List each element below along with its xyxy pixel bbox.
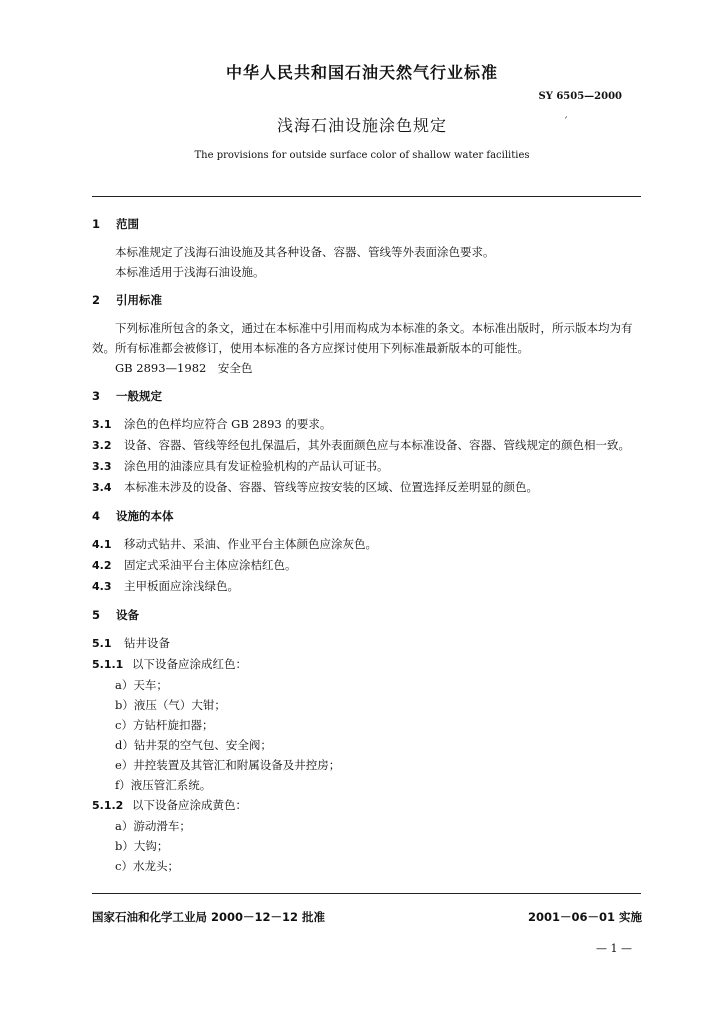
section-title: 一般规定 bbox=[116, 389, 163, 403]
list-item: b）大钩； bbox=[115, 839, 169, 853]
list-item: a）游动滑车； bbox=[115, 819, 191, 833]
section-number: 2 bbox=[92, 293, 101, 307]
section-title: 设备 bbox=[116, 608, 140, 622]
clause bbox=[92, 795, 652, 816]
document-body bbox=[92, 214, 652, 876]
clause-text: 涂色用的油漆应具有发证检验机构的产品认可证书。 bbox=[124, 459, 389, 473]
clause bbox=[92, 654, 652, 675]
document-title: 浅海石油设施涂色规定 bbox=[276, 116, 447, 135]
clause-text: 涂色的色样均应符合 GB 2893 的要求。 bbox=[124, 417, 332, 431]
clause bbox=[92, 414, 652, 435]
section-heading-4 bbox=[92, 506, 652, 526]
stray-mark: ˊ bbox=[563, 117, 568, 128]
list-item: f）液压管汇系统。 bbox=[115, 778, 212, 792]
list-item: a）天车； bbox=[115, 678, 168, 692]
list-item: e）井控装置及其管汇和附属设备及井控房； bbox=[115, 758, 341, 772]
footer-rule bbox=[92, 893, 641, 894]
section-number: 5 bbox=[92, 608, 101, 622]
section-heading-5 bbox=[92, 605, 652, 625]
clause bbox=[92, 555, 652, 576]
clause-text: 主甲板面应涂浅绿色。 bbox=[124, 579, 239, 593]
section-title: 设施的本体 bbox=[116, 509, 174, 523]
section-number: 1 bbox=[92, 217, 101, 231]
section-number: 4 bbox=[92, 509, 101, 523]
header-rule bbox=[92, 196, 641, 197]
list-item: d）钻井泵的空气包、安全阀； bbox=[115, 738, 272, 752]
paragraph: 本标准规定了浅海石油设施及其各种设备、容器、管线等外表面涂色要求。 bbox=[115, 245, 495, 259]
clause bbox=[92, 477, 652, 498]
clause-number: 5.1.1 bbox=[92, 658, 124, 671]
clause-number: 3.4 bbox=[92, 481, 112, 494]
list-item: b）液压（气）大钳； bbox=[115, 698, 226, 712]
clause-text: 固定式采油平台主体应涂桔红色。 bbox=[124, 558, 297, 572]
section-number: 3 bbox=[92, 389, 101, 403]
paragraph: 本标准适用于浅海石油设施。 bbox=[115, 265, 265, 279]
paragraph: 下列标准所包含的条文，通过在本标准中引用而构成为本标准的条文。本标准出版时，所示版本均为有效。所有标准都会被修订，使用本标准的各方应探讨使用下列标准最新版本的可能性。 bbox=[92, 321, 633, 355]
clause-number: 4.3 bbox=[92, 580, 112, 593]
clause-text: 设备、容器、管线等经包扎保温后，其外表面颜色应与本标准设备、容器、管线规定的颜色相一致。 bbox=[124, 438, 630, 452]
clause-text: 以下设备应涂成黄色： bbox=[132, 798, 247, 812]
clause-number: 3.1 bbox=[92, 418, 112, 431]
standard-code: SY 6505—2000 bbox=[538, 91, 622, 102]
section-title: 范围 bbox=[116, 217, 140, 231]
document-subtitle: The provisions for outside surface color of shallow water facilities bbox=[194, 150, 530, 161]
reference-entry: GB 2893—1982 安全色 bbox=[115, 361, 253, 375]
clause-text: 钻井设备 bbox=[124, 636, 170, 650]
clause-number: 3.2 bbox=[92, 439, 112, 452]
clause bbox=[92, 435, 652, 456]
issuing-organization: 中华人民共和国石油天然气行业标准 bbox=[225, 63, 498, 82]
approval-date: 国家石油和化学工业局 2000－12－12 批准 bbox=[92, 910, 326, 924]
clause bbox=[92, 534, 652, 555]
effective-date: 2001－06－01 实施 bbox=[527, 910, 642, 924]
section-heading-3 bbox=[92, 386, 652, 406]
clause-number: 4.1 bbox=[92, 538, 112, 551]
page-number: — 1 — bbox=[596, 942, 632, 955]
section-heading-1 bbox=[92, 214, 652, 234]
clause bbox=[92, 633, 652, 654]
clause-text: 以下设备应涂成红色： bbox=[132, 657, 247, 671]
clause-number: 4.2 bbox=[92, 559, 112, 572]
section-heading-2 bbox=[92, 290, 652, 310]
clause-number: 5.1.2 bbox=[92, 799, 124, 812]
clause-text: 本标准未涉及的设备、容器、管线等应按安装的区域、位置选择反差明显的颜色。 bbox=[124, 480, 538, 494]
clause bbox=[92, 576, 652, 597]
clause-number: 3.3 bbox=[92, 460, 112, 473]
list-item: c）水龙头； bbox=[115, 859, 179, 873]
clause bbox=[92, 456, 652, 477]
section-title: 引用标准 bbox=[116, 293, 163, 307]
list-item: c）方钻杆旋扣器； bbox=[115, 718, 214, 732]
clause-text: 移动式钻井、采油、作业平台主体颜色应涂灰色。 bbox=[124, 537, 377, 551]
clause-number: 5.1 bbox=[92, 637, 112, 650]
